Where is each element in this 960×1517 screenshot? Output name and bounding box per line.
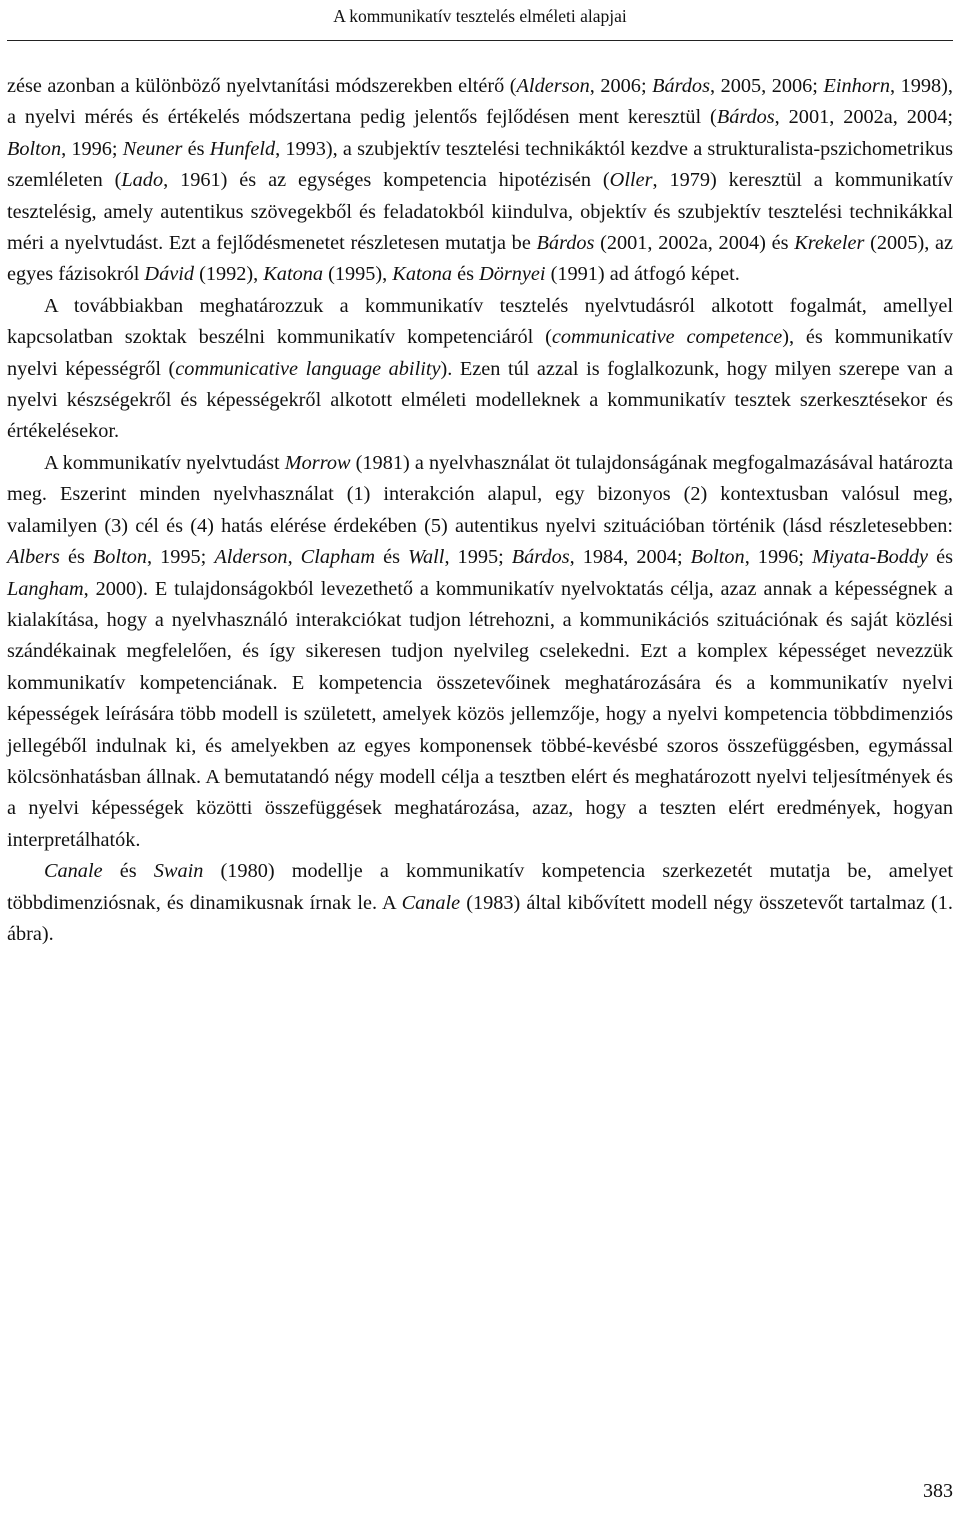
italic-run: Katona — [392, 263, 453, 286]
italic-run: communicative competence — [551, 326, 783, 349]
italic-run: Canale — [401, 891, 461, 914]
italic-run: Swain — [153, 860, 204, 883]
italic-run: Canale — [44, 860, 103, 883]
text-run: A kommunikatív nyelvtudást — [44, 451, 285, 474]
italic-run: Alderson — [516, 75, 590, 97]
italic-run: Alderson — [214, 546, 288, 569]
text-run: és — [928, 546, 953, 569]
text-run: (2001, 2002a, 2004) és — [594, 232, 795, 255]
paragraph — [7, 448, 953, 856]
italic-run: Bolton — [92, 546, 147, 569]
text-run: (1991) ad átfogó képet. — [545, 263, 740, 286]
text-run: , 2006; — [589, 75, 653, 97]
text-run: , — [287, 546, 301, 569]
italic-run: Clapham — [300, 546, 376, 569]
text-run: (1980) modellje a kommunikatív kompetencia szerkezetét mutatja be, amelyet többdimenziósnak, és dinamikusnak írnak le. A — [7, 860, 953, 914]
italic-run: Hunfeld — [209, 137, 276, 160]
italic-run: Bolton — [690, 546, 745, 569]
italic-run: Bárdos — [652, 75, 710, 97]
running-header: A kommunikatív tesztelés elméleti alapjai — [333, 6, 627, 26]
text-run: , 1961) és az egységes kompetencia hipotézisén ( — [163, 169, 610, 192]
italic-run: Katona — [263, 263, 324, 286]
text-run: és — [59, 546, 93, 569]
text-run: és — [452, 263, 480, 286]
italic-run: Wall — [408, 546, 445, 569]
text-run: , 1993), a szubjektív tesztelési technikáktól kezdve a strukturalista-pszichometrikus szemléleten ( — [7, 137, 953, 192]
text-run: (1981) a nyelvhasználat öt tulajdonságának megfogalmazásával határozta meg. Eszerint minden nyelvhasználat (1) interakción alapul, egy bizonyos (2) kontextusban valósul meg, valamilyen (3) cél és (4) hatás elérése érdekében (5) autentikus nyelvi szituációban történik (lásd részletesebben: — [7, 451, 953, 537]
italic-run: Langham — [7, 577, 84, 600]
text-run: A továbbiakban meghatározzuk a kommunikatív tesztelés nyelvtudásról alkotott fogalmát, amellyel kapcsolatban szoktak beszélni kommunikatív kompetenciáról ( — [7, 294, 953, 349]
text-run: , 1995; — [444, 546, 512, 569]
text-run: (2005), az egyes fázisokról — [7, 232, 953, 286]
italic-run: Einhorn — [823, 75, 890, 97]
text-run: , 1979) keresztül a kommunikatív tesztelésig, amely autentikus szövegekből és feladatokból kiindulva, objektív és szubjektív tesztelési technikákkal méri a nyelvtudást. Ezt a fejlődésmenetet részletesen mutatja be — [7, 169, 953, 255]
text-run: , 2001, 2002a, 2004; — [774, 106, 953, 129]
text-run: ), és kommunikatív nyelvi képességről ( — [7, 326, 953, 380]
page-number: 383 — [923, 1480, 953, 1502]
body-text — [7, 71, 953, 950]
italic-run: Miyata-Boddy — [812, 546, 929, 569]
text-run: , 2000). E tulajdonságokból levezethető a kommunikatív nyelvoktatás célja, azaz annak a képességnek a kialakítása, hogy a nyelvhasználó interakciókat tudjon létrehozni, a kommunikációs szituációnak és saját közlési szándékainak megfelelően, és így sikeresen tudjon nyelvileg cselekedni. Ezt a komplex képességet nevezzük kommunikatív kompetenciának. E kompetencia összetevőinek meghatározására és a kommunikatív nyelvi képességek leírására több modell is született, amelyek közös jellemzője, hogy a nyelvi kompetencia többdimenziós jellegéből indulnak ki, és amelyekben az egyes komponensek többé-kevésbé szoros összefüggésben, egymással kölcsönhatásban állnak. A bemutatandó négy modell célja a tesztben elért és meghatározott nyelvi teljesítmények és a nyelvi képességek közötti összefüggések meghatározása, azaz, hogy a teszten elért eredmények, hogyan interpretálhatók. — [7, 577, 953, 851]
text-run: és — [375, 546, 408, 569]
text-run: , 1984, 2004; — [569, 546, 691, 569]
text-run: , 2005, 2006; — [709, 75, 824, 97]
text-run: ). Ezen túl azzal is foglalkozunk, hogy milyen szerepe van a nyelvi készségekről és képességekről alkotott elméleti modelleknek a kommunikatív tesztek szerkesztésekor és értékelésekor. — [7, 357, 953, 443]
text-run: , 1998), a nyelvi mérés és értékelés módszertana pedig jelentős fejlődésen ment keresztül ( — [7, 75, 953, 129]
italic-run: communicative language ability — [175, 357, 441, 380]
italic-run: Oller — [609, 169, 653, 192]
text-run: , 1996; — [744, 546, 813, 569]
text-run: zése azonban a különböző nyelvtanítási módszerekben eltérő ( — [7, 75, 517, 97]
text-run: (1992), — [194, 263, 264, 286]
italic-run: Neuner — [122, 137, 183, 160]
italic-run: Morrow — [284, 451, 351, 474]
text-run: (1995), — [323, 263, 393, 286]
text-run: (1983) által kibővített modell négy összetevőt tartalmaz (1. ábra). — [7, 891, 953, 945]
italic-run: Lado — [121, 169, 164, 192]
italic-run: Bárdos — [716, 106, 775, 129]
text-run: , 1996; — [61, 137, 123, 160]
header-rule — [7, 40, 953, 41]
italic-run: Albers — [7, 546, 60, 569]
paragraph — [7, 856, 953, 950]
italic-run: Bárdos — [511, 546, 570, 569]
text-run: és — [182, 137, 210, 160]
text-run: és — [102, 860, 154, 883]
italic-run: Dörnyei — [479, 263, 546, 286]
text-run: , 1995; — [147, 546, 215, 569]
italic-run: Dávid — [144, 263, 194, 286]
italic-run: Krekeler — [794, 232, 865, 255]
italic-run: Bárdos — [536, 232, 595, 255]
italic-run: Bolton — [7, 137, 62, 160]
paragraph — [7, 71, 953, 291]
paragraph — [7, 291, 953, 448]
